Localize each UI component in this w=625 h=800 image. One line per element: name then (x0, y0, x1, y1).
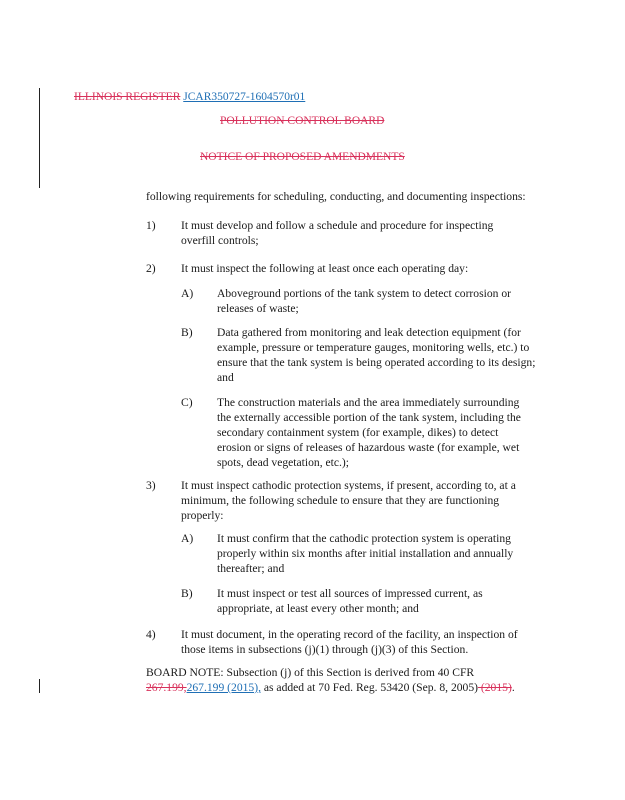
register-inserted: JCAR350727-1604570r01 (183, 91, 306, 103)
intro-paragraph: following requirements for scheduling, conducting, and documenting inspections: (146, 190, 526, 203)
list-item: It must develop and follow a schedule and procedure for inspecting overfill controls; (181, 219, 494, 247)
board-note (146, 665, 546, 695)
sub-list-item: Data gathered from monitoring and leak detection equipment (for example, pressure or temperature gauges, monitoring wells, etc.) to ensure that the tank system is being operated according to its design; and (217, 326, 536, 384)
sub-list-item: It must inspect or test all sources of impressed current, as appropriate, at least every other month; and (217, 587, 483, 615)
change-bar-bottom (39, 679, 40, 693)
board-title: POLLUTION CONTROL BOARD (220, 115, 385, 127)
sub-list-item: Aboveground portions of the tank system to detect corrosion or releases of waste; (217, 287, 511, 315)
citation-struck: 267.199, (146, 681, 187, 694)
item-number: 4) (146, 628, 156, 641)
item-number: 2) (146, 262, 156, 275)
notice-title: NOTICE OF PROPOSED AMENDMENTS (200, 151, 405, 163)
subitem-number: B) (181, 587, 193, 600)
board-note-lead: BOARD NOTE: Subsection (j) of this Section is derived from 40 CFR (146, 666, 475, 679)
item-number: 1) (146, 219, 156, 232)
list-item: It must inspect cathodic protection systems, if present, according to, at a minimum, the following schedule to ensure that they are functioning properly: (181, 479, 516, 522)
board-note-mid: as added at 70 Fed. Reg. 53420 (Sep. 8, 2005) (260, 681, 478, 694)
subitem-number: B) (181, 326, 193, 339)
sub-list-item: The construction materials and the area immediately surrounding the externally accessible portion of the tank system, including the secondary containment system (for example, dikes) to detect erosion or signs of releases of hazardous waste (for example, wet spots, dead vegetation, etc.); (217, 396, 521, 469)
item-number: 3) (146, 479, 156, 492)
register-header (74, 91, 305, 103)
sub-list-item: It must confirm that the cathodic protection system is operating properly within six months after initial installation and annually thereafter; and (217, 532, 514, 575)
year-struck: (2015) (478, 681, 512, 694)
subitem-number: A) (181, 532, 194, 545)
list-item: It must document, in the operating record of the facility, an inspection of those items in subsections (j)(1) through (j)(3) of this Section. (181, 628, 518, 656)
subitem-number: A) (181, 287, 194, 300)
subitem-number: C) (181, 396, 193, 409)
change-bar-top (39, 88, 40, 188)
list-item: It must inspect the following at least once each operating day: (181, 262, 469, 275)
register-struck: ILLINOIS REGISTER (74, 91, 181, 103)
citation-inserted: 267.199 (2015), (186, 681, 261, 694)
board-note-end: . (511, 681, 515, 694)
